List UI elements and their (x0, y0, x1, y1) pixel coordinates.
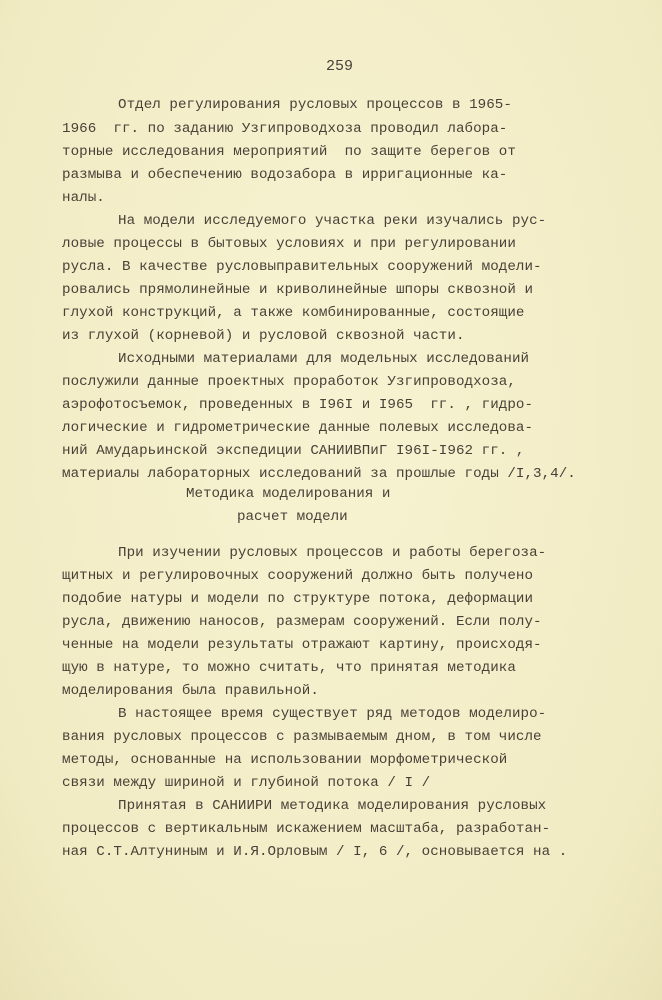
section-heading: расчет модели (237, 509, 348, 525)
section-heading: Методика моделирования и (186, 486, 391, 502)
text-line: ний Амударьинской экспедиции САНИИВПиГ I96I-I962 гг. , (62, 443, 525, 459)
text-line: ловые процессы в бытовых условиях и при регулировании (62, 236, 516, 252)
text-line: Отдел регулирования русловых процессов в 1965- (118, 97, 512, 113)
text-line: подобие натуры и модели по структуре потока, деформации (62, 591, 534, 607)
text-line: моделирования была правильной. (62, 683, 319, 699)
text-line: 1966 гг. по заданию Узгипроводхоза проводил лабора- (62, 121, 508, 137)
text-line: процессов с вертикальным искажением масштаба, разработан- (62, 821, 551, 837)
text-line: В настоящее время существует ряд методов моделиро- (118, 706, 547, 722)
text-line: вания русловых процессов с размываемым дном, в том числе (62, 729, 542, 745)
text-line: размыва и обеспечению водозабора в ирригационные ка- (62, 167, 508, 183)
text-line: ная С.Т.Алтуниным и И.Я.Орловым / I, 6 /, основывается на . (62, 844, 568, 860)
text-line: щую в натуре, то можно считать, что принятая методика (62, 660, 516, 676)
text-line: связи между шириной и глубиной потока / I / (62, 775, 431, 791)
text-line: глухой конструкций, а также комбинированные, состоящие (62, 305, 525, 321)
text-line: налы. (62, 190, 105, 206)
text-line: Исходными материалами для модельных исследований (118, 351, 530, 367)
text-line: русла. В качестве русловыправительных сооружений модели- (62, 259, 542, 275)
text-line: аэрофотосъемок, проведенных в I96I и I965 гг. , гидро- (62, 397, 534, 413)
text-line: послужили данные проектных проработок Узгипроводхоза, (62, 374, 516, 390)
page-number: 259 (326, 58, 354, 75)
text-line: При изучении русловых процессов и работы берегоза- (118, 545, 547, 561)
text-line: щитных и регулировочных сооружений должно быть получено (62, 568, 534, 584)
text-line: ровались прямолинейные и криволинейные шпоры сквозной и (62, 282, 534, 298)
text-line: На модели исследуемого участка реки изучались рус- (118, 213, 547, 229)
text-line: русла, движению наносов, размерам сооружений. Если полу- (62, 614, 542, 630)
text-line: логические и гидрометрические данные полевых исследова- (62, 420, 534, 436)
text-line: торные исследования мероприятий по защите берегов от (62, 144, 516, 160)
text-line: материалы лабораторных исследований за прошлые годы /I,3,4/. (62, 466, 576, 482)
text-line: методы, основанные на использовании морфометрической (62, 752, 508, 768)
text-line: Принятая в САНИИРИ методика моделирования русловых (118, 798, 547, 814)
text-line: ченные на модели результаты отражают картину, происходя- (62, 637, 542, 653)
text-line: из глухой (корневой) и русловой сквозной части. (62, 328, 465, 344)
